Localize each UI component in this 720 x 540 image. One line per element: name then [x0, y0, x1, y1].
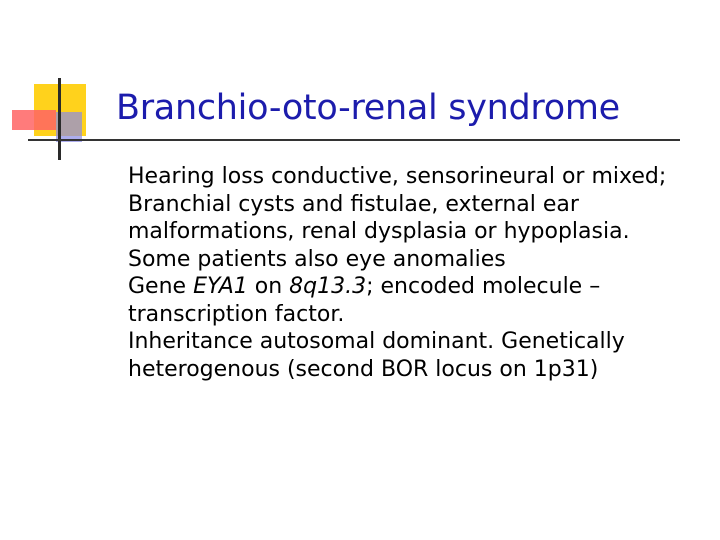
gene-name: EYA1 — [193, 274, 248, 299]
gene-text-2: on — [247, 274, 290, 299]
decor-red-bar — [12, 110, 56, 130]
paragraph-branchial-features: Branchial cysts and fistulae, external ear malformations, renal dysplasia or hypoplasia. Some patients also eye anomalies — [128, 191, 630, 272]
paragraph-gene — [128, 273, 698, 328]
decor-vertical-line — [58, 78, 61, 160]
slide-title: Branchio-oto-renal syndrome — [116, 88, 620, 128]
paragraph-hearing-loss: Hearing loss conductive, sensorineural or mixed; — [128, 164, 667, 189]
title-underline — [28, 139, 680, 141]
gene-text-1: Gene — [128, 274, 194, 299]
slide-body — [128, 163, 698, 383]
paragraph-inheritance: Inheritance autosomal dominant. Genetically heterogenous (second BOR locus on 1p31) — [128, 329, 625, 382]
gene-text-3: ; encoded molecule – transcription factor. — [128, 274, 601, 327]
gene-locus: 8q13.3 — [289, 274, 367, 299]
